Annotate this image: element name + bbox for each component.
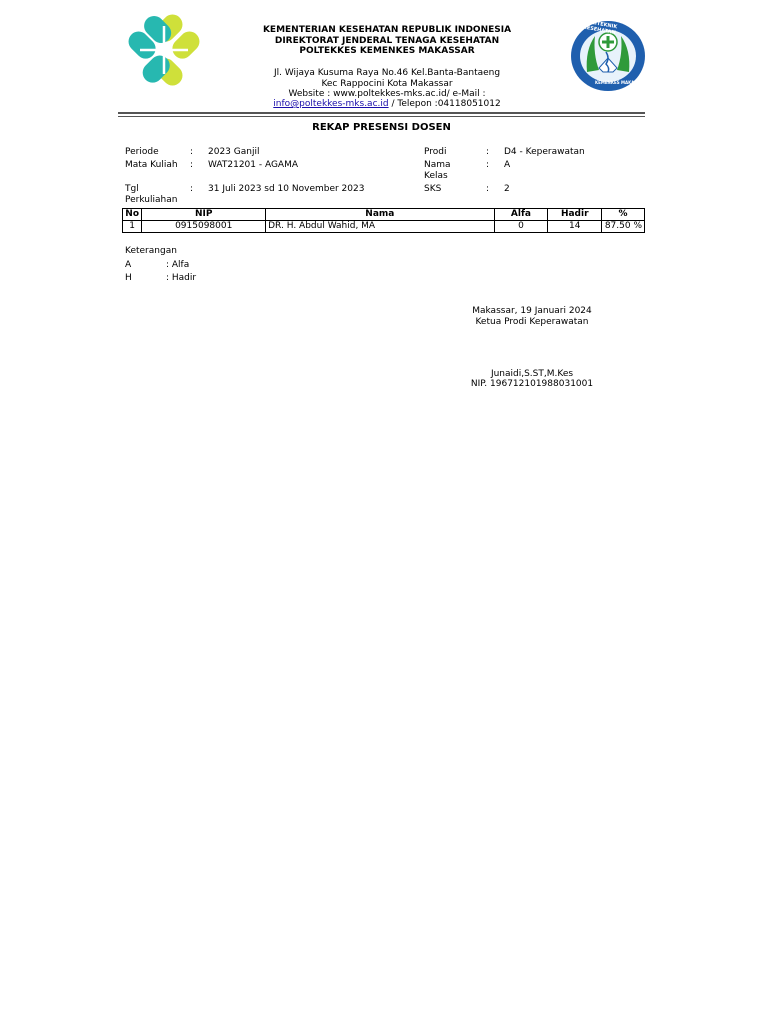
table-header-row [123,209,645,221]
periode-colon: : [190,147,194,157]
presensi-table [122,208,645,233]
contact-line [230,99,544,110]
prodi-label: Prodi [424,147,447,157]
logo-text-bottom: KEMENKES MAKASSAR [595,80,647,85]
keterangan-title: Keterangan [125,246,177,256]
document-title: REKAP PRESENSI DOSEN [312,122,451,133]
cell-hadir: 14 [548,221,602,233]
matakuliah-value: WAT21201 - AGAMA [208,160,299,170]
website-line: Website : www.poltekkes-mks.ac.id/ e-Mail : [288,89,486,99]
periode-label: Periode [125,147,159,157]
matakuliah-colon: : [190,160,194,170]
namakelas-colon: : [486,160,490,170]
namakelas-value: A [504,160,511,170]
header-line-1: KEMENTERIAN KESEHATAN REPUBLIK INDONESIA [262,25,512,35]
tgl-label-2: Perkuliahan [125,195,178,205]
tgl-value: 31 Juli 2023 sd 10 November 2023 [208,184,365,194]
address-line-1: Jl. Wijaya Kusuma Raya No.46 Kel.Banta-Bantaeng [273,68,501,78]
keterangan-desc-h: : Hadir [166,273,197,283]
cell-alfa: 0 [494,221,548,233]
sks-value: 2 [504,184,510,194]
tgl-label-1: Tgl [125,184,139,194]
tgl-colon: : [190,184,194,194]
signature-place-date: Makassar, 19 Januari 2024 [472,306,592,316]
col-no: No [123,209,142,221]
keterangan-desc-a: : Alfa [166,260,190,270]
cell-percent: 87.50 % [602,221,645,233]
prodi-value: D4 - Keperawatan [504,147,585,157]
namakelas-label-2: Kelas [424,171,448,181]
header-line-3: POLTEKKES KEMENKES MAKASSAR [299,46,475,56]
prodi-colon: : [486,147,490,157]
email-link[interactable]: info@poltekkes-mks.ac.id [273,99,389,109]
col-percent: % [602,209,645,221]
address-line-2: Kec Rappocini Kota Makassar [321,79,453,89]
col-hadir: Hadir [548,209,602,221]
sks-colon: : [486,184,490,194]
signature-position: Ketua Prodi Keperawatan [475,317,589,327]
signature-nip: NIP. 196712101988031001 [470,379,594,389]
header-rule-thick [118,112,645,114]
keterangan-code-h: H [125,273,132,283]
phone-text: / Telepon :04118051012 [388,99,501,109]
col-alfa: Alfa [494,209,548,221]
header-rule-thin [118,116,645,117]
matakuliah-label: Mata Kuliah [125,160,178,170]
periode-value: 2023 Ganjil [208,147,260,157]
col-nama: Nama [266,209,494,221]
poltekkes-logo [569,20,647,92]
sks-label: SKS [424,184,442,194]
header-line-2: DIREKTORAT JENDERAL TENAGA KESEHATAN [274,36,500,46]
logo-text-top: POLITEKNIK KESEHATAN [582,18,618,37]
signature-name: Junaidi,S.ST,M.Kes [490,369,574,379]
table-row [123,221,645,233]
cell-nip: 0915098001 [142,221,266,233]
kemenkes-logo [126,12,202,88]
cell-no: 1 [123,221,142,233]
namakelas-label-1: Nama [424,160,451,170]
keterangan-code-a: A [125,260,132,270]
cell-nama: DR. H. Abdul Wahid, MA [266,221,494,233]
col-nip: NIP [142,209,266,221]
